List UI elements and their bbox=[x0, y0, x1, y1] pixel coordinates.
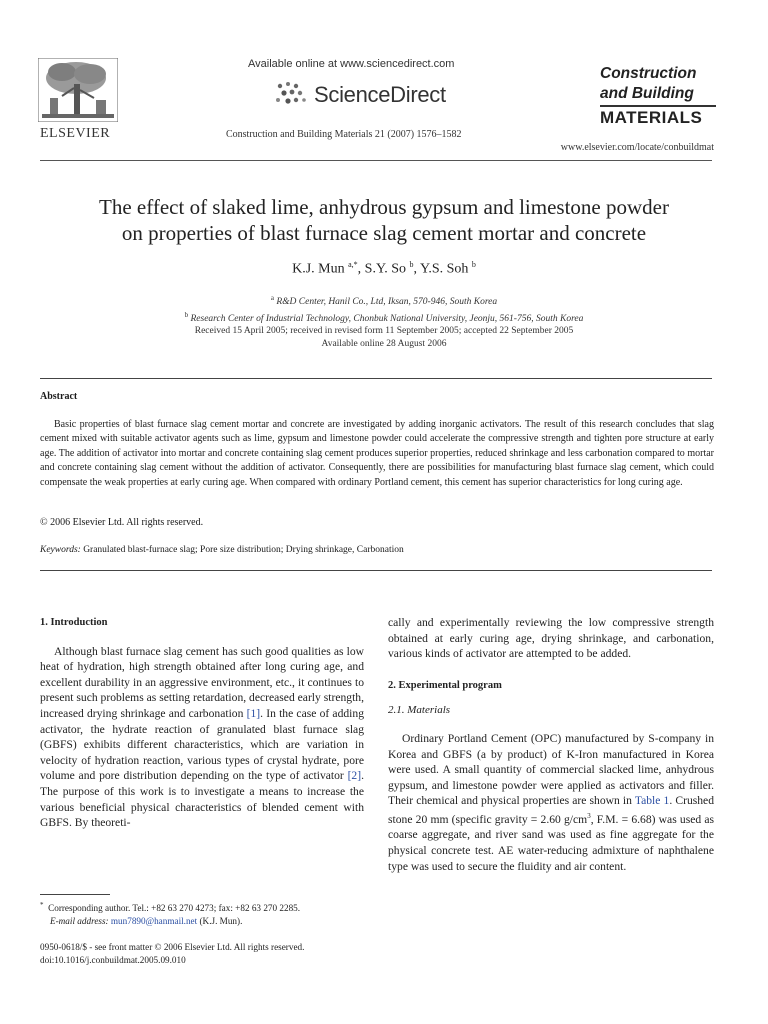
article-history bbox=[40, 325, 728, 351]
intro-continuation: cally and experimentally reviewing the low compressive strength obtained at early curing age, drying shrinkage, and carbonation, various kinds of activator are attempted to be added. bbox=[388, 616, 714, 661]
subsection-heading: 2.1. Materials bbox=[388, 704, 451, 717]
left-column bbox=[40, 615, 364, 831]
email-link[interactable]: mun7890@hanmail.net bbox=[110, 915, 198, 926]
affiliation-text: Research Center of Industrial Technology, Chonbuk National University, Jeonju, 561-756, South Korea bbox=[190, 314, 584, 325]
received-dates: Received 15 April 2005; received in revised form 11 September 2005; accepted 22 September 2005 bbox=[194, 326, 574, 336]
section-heading: 2. Experimental program bbox=[388, 679, 502, 691]
journal-logo-divider bbox=[600, 105, 716, 107]
footnote-divider bbox=[40, 894, 110, 895]
intro-text: . The purpose of this work is to investigate a means to increase the various beneficial physical characteristics of blended cement with GBFS. By theoreti- bbox=[40, 769, 364, 830]
author-affil-mark[interactable]: b bbox=[471, 260, 476, 269]
intro-text: Although blast furnace slag cement has such good qualities as low heat of hydration, high strength obtained after long curing age, and excellent durability in an aggressive environment, etc., it continues to present such problems as setting retardation, decreased early strength, increased drying shrinkage and carbonation bbox=[40, 644, 364, 720]
doi-line[interactable]: doi:10.1016/j.conbuildmat.2005.09.010 bbox=[40, 954, 186, 965]
keywords-label: Keywords: bbox=[40, 545, 81, 555]
email-label: E-mail address: bbox=[50, 915, 109, 926]
affiliation-text: R&D Center, Hanil Co., Ltd, Iksan, 570-946, South Korea bbox=[276, 297, 498, 308]
author-name: K.J. Mun bbox=[292, 261, 345, 277]
materials-text: Ordinary Portland Cement (OPC) manufactured by S-company in Korea and GBFS (a by product) of K-Iron manufactured in Korea were used. A small quantity of commercial slacked lime, anhydrous gypsum, and limestone powder were applied as activators and filler. Their chemical and physical properties are shown in bbox=[388, 731, 714, 808]
title-line-2: on properties of blast furnace slag cement mortar and concrete bbox=[121, 221, 647, 245]
materials-paragraph bbox=[388, 731, 714, 874]
journal-logo bbox=[600, 64, 716, 128]
author-list: K.J. Mun $^{a,*}$, S.Y. So $^b$, Y.S. Soh $^b$ bbox=[292, 260, 476, 277]
journal-logo-line3: MATERIALS bbox=[600, 108, 703, 127]
sciencedirect-dots-icon bbox=[272, 80, 310, 108]
header-divider bbox=[40, 160, 712, 161]
journal-citation: Construction and Building Materials 21 (2007) 1576–1582 bbox=[226, 129, 462, 140]
materials-text: . Crushed stone 20 mm (specific gravity = 2.60 g/cm bbox=[388, 794, 714, 826]
keywords bbox=[40, 545, 404, 555]
available-date: Available online 28 August 2006 bbox=[321, 339, 447, 349]
keywords-list: Granulated blast-furnace slag; Pore size distribution; Drying shrinkage, Carbonation bbox=[83, 545, 404, 555]
footnote-contact: Corresponding author. Tel.: +82 63 270 4273; fax: +82 63 270 2285. bbox=[48, 903, 301, 914]
issn-block bbox=[40, 941, 304, 966]
journal-logo-line1: Construction bbox=[600, 65, 697, 82]
author-name: Y.S. Soh bbox=[420, 261, 469, 277]
abstract-copyright: © 2006 Elsevier Ltd. All rights reserved. bbox=[40, 517, 204, 528]
materials-text: , F.M. = 6.68) was used as coarse aggregate, and river sand was used as fine aggregate for the physical concrete test. AE water-reducing admixture of naphthalene type was used to secure the fluidity and air content. bbox=[388, 812, 714, 873]
abstract-body bbox=[40, 418, 714, 490]
footnote-email-line bbox=[40, 915, 370, 928]
journal-logo-line2: and Building bbox=[600, 85, 694, 102]
reference-link[interactable]: [1] bbox=[246, 706, 261, 720]
abstract-top-divider bbox=[40, 378, 712, 379]
title-line-1: The effect of slaked lime, anhydrous gypsum and limestone powder bbox=[99, 195, 669, 219]
author-affil-mark[interactable]: a,* bbox=[348, 260, 358, 269]
available-online-text: Available online at www.sciencedirect.com bbox=[248, 58, 455, 70]
email-suffix: (K.J. Mun). bbox=[199, 915, 243, 926]
right-column bbox=[388, 615, 714, 874]
author-affil-mark[interactable]: b bbox=[409, 260, 414, 269]
elsevier-tree-logo bbox=[38, 58, 118, 122]
superscript: 3 bbox=[587, 811, 591, 820]
footnote-mark: * bbox=[40, 901, 44, 909]
intro-paragraph bbox=[40, 644, 364, 831]
corresponding-footnote bbox=[40, 899, 370, 927]
article-title bbox=[40, 194, 728, 246]
affiliation-a bbox=[40, 292, 728, 309]
footnote-line bbox=[40, 899, 370, 915]
reference-link[interactable]: [2] bbox=[347, 769, 362, 783]
intro-text: . In the case of adding activator, the hydrate reaction of granulated blast furnace slag (GBFS) exhibits different characteristics, which are variation in velocity of hydration reaction, various types of crystal hydrate, pore volume and pore distribution depending on the type of activator bbox=[40, 706, 364, 783]
affiliation-b bbox=[40, 309, 728, 326]
abstract-bottom-divider bbox=[40, 570, 712, 571]
elsevier-wordmark: ELSEVIER bbox=[40, 126, 111, 141]
affiliation-mark: b bbox=[184, 311, 189, 320]
abstract-heading: Abstract bbox=[40, 391, 78, 402]
affiliation-mark: a bbox=[270, 294, 274, 302]
issn-line: 0950-0618/$ - see front matter © 2006 Elsevier Ltd. All rights reserved. bbox=[40, 942, 305, 952]
affiliations bbox=[40, 292, 728, 326]
author-name: S.Y. So bbox=[364, 261, 407, 277]
journal-url[interactable]: www.elsevier.com/locate/conbuildmat bbox=[560, 142, 714, 153]
section-heading: 1. Introduction bbox=[40, 617, 108, 628]
sciencedirect-wordmark: ScienceDirect bbox=[314, 82, 446, 107]
table-link[interactable]: Table 1 bbox=[634, 794, 670, 808]
abstract-paragraph: Basic properties of blast furnace slag cement mortar and concrete are investigated by adding inorganic activators. The result of this research concludes that slag cement mixed with suitable activator agents such as lime, gypsum and limestone powder could accelerate the compressive strength and tighten pore structure at early age. The addition of activator into mortar and concrete containing slag cement produces superior properties, reduced shrinkage and less carbonation compared to mortar and concrete containing slag cement without the addition of activator. Consequently, there are possibilities for manufacturing blast furnace slag cement, which could compensate the weak properties at early curing age. When compared with ordinary Portland cement, this cement has superior characteristics for long curing age. bbox=[40, 419, 714, 488]
